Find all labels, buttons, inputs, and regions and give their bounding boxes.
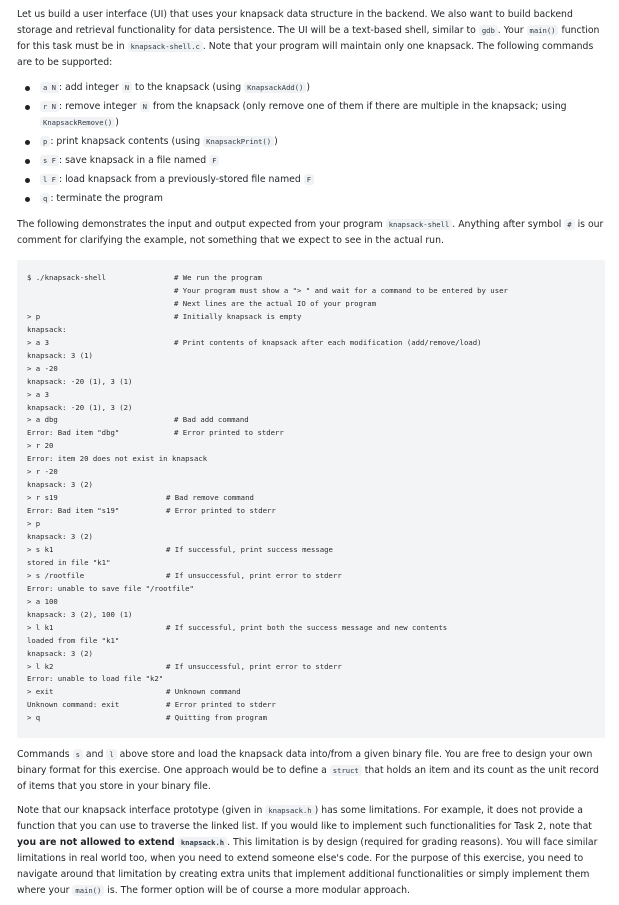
bold-warning	[17, 837, 227, 848]
limitations-paragraph	[17, 803, 607, 899]
code-line: knapsack: 3 (2)	[27, 648, 93, 658]
code-comment: # Initially knapsack is empty	[174, 311, 302, 321]
bullet-icon	[25, 178, 30, 183]
code-comment: # Bad add command	[174, 415, 249, 425]
code-line: loaded from file "k1"	[27, 635, 120, 645]
command-text: to the knapsack (using	[132, 82, 245, 93]
code-comment: # Next lines are the actual IO of your program	[174, 298, 377, 308]
code-line: > p	[27, 311, 41, 321]
code-line: knapsack: 3 (2)	[27, 532, 93, 541]
code-comment: # If unsuccessful, print error to stderr	[166, 570, 342, 580]
code-line: > a dbg	[27, 415, 58, 425]
code-line: > p	[27, 519, 41, 529]
command-text: from the knapsack (only remove one of them if there are multiple in the knapsack; using	[149, 101, 567, 112]
code-line: > l k1	[27, 622, 54, 632]
command-text: )	[274, 136, 278, 147]
command-arg-code: F	[209, 155, 219, 166]
code-comment: # Error printed to stderr	[166, 700, 276, 710]
inline-code-hash: #	[564, 219, 574, 230]
intro-text-3: function for this task must be in	[17, 25, 600, 52]
after2-text-4: is. The former option will be of course a more modular approach.	[104, 885, 410, 896]
inline-code-struct: struct	[330, 765, 362, 776]
after1-text-1: Commands	[17, 749, 73, 760]
code-comment: # Bad remove command	[166, 493, 254, 503]
code-comment: # If unsuccessful, print error to stderr	[166, 661, 342, 671]
code-comment: # Error printed to stderr	[166, 506, 276, 516]
command-code: q	[40, 193, 50, 204]
bullet-icon	[25, 159, 30, 164]
code-line: > s k1	[27, 544, 54, 554]
binary-format-paragraph	[17, 747, 607, 795]
command-text: )	[115, 117, 119, 128]
command-function-code: KnapsackAdd()	[244, 82, 306, 93]
command-arg-code: KnapsackPrint()	[203, 136, 274, 147]
command-arg-code: F	[304, 174, 314, 185]
command-list	[17, 80, 607, 210]
demo-text-3: is our comment for clarifying the example, not something that we expect to see in the actual run.	[17, 219, 604, 246]
code-line: Error: Bad item "s19"	[27, 506, 120, 516]
demo-text-2: . Anything after symbol	[452, 219, 565, 230]
code-comment: # If successful, print both the success message and new contents	[166, 622, 448, 632]
command-arg-code: N	[140, 101, 150, 112]
code-comment: # If successful, print success message	[166, 544, 333, 554]
code-line: Error: unable to save file "/rootfile"	[27, 583, 194, 593]
code-line: Error: item 20 does not exist in knapsack	[27, 454, 208, 464]
code-line: > r -20	[27, 467, 58, 477]
command-item	[17, 172, 607, 188]
code-line: > a -20	[27, 363, 58, 373]
code-line: knapsack: 3 (1)	[27, 350, 93, 360]
inline-code-s: s	[73, 749, 83, 760]
after2-text-3: . This limitation is by design (required for grading reasons). You will face similar limitations in real world too, when you need to extend someone else's code. For the purpose of this exercise, you need to navigate around that limitation by creating extra units that implement additional functionalities or simply implement them where your	[17, 837, 598, 896]
after2-text-1: Note that our knapsack interface prototype (given in	[17, 805, 266, 816]
command-text: : add integer	[58, 82, 122, 93]
code-line: > r s19	[27, 493, 58, 503]
intro-text-2: . Your	[497, 25, 527, 36]
code-line: knapsack:	[27, 324, 67, 334]
inline-code-knapsack-h-bold: knapsack.h	[178, 837, 227, 848]
command-code: r N	[40, 101, 59, 112]
demo-intro-paragraph	[17, 217, 607, 249]
bullet-icon	[25, 105, 30, 110]
code-line: $ ./knapsack-shell	[27, 273, 107, 282]
after1-text-2: and	[82, 749, 107, 760]
code-line: knapsack: -20 (1), 3 (1)	[27, 376, 133, 386]
bold-warning-text: you are not allowed to extend	[17, 837, 178, 848]
code-comment: # Unknown command	[166, 687, 241, 697]
code-comment: # Your program must show a "> " and wait for a command to be entered by user	[174, 285, 508, 295]
inline-code-main: main()	[527, 25, 559, 36]
command-item	[17, 191, 607, 207]
after2-text-2: ) has some limitations. For example, it does not provide a function that you can use to traverse the linked list. If you would like to implement such functionalities for Task 2, note that	[17, 805, 592, 832]
bullet-icon	[25, 86, 30, 91]
code-line: > a 3	[27, 337, 49, 347]
code-line: > a 100	[27, 596, 58, 606]
command-code: a N	[40, 82, 59, 93]
code-line: > l k2	[27, 661, 54, 671]
intro-text-1: Let us build a user interface (UI) that uses your knapsack data structure in the backend. We also want to build backend storage and retrieval functionality for data persistence. The UI will be a text-based shell, similar to	[17, 9, 573, 36]
code-comment: # Error printed to stderr	[174, 428, 284, 438]
command-item	[17, 99, 607, 131]
example-code-block	[17, 260, 605, 738]
command-item	[17, 153, 607, 169]
code-line: Error: Bad item "dbg"	[27, 428, 120, 438]
inline-code-gdb: gdb	[479, 25, 498, 36]
intro-paragraph	[17, 7, 607, 71]
inline-code-knapsack-shell: knapsack-shell	[386, 219, 453, 230]
after1-text-4: that holds an item and its count as the unit record of items that you store in your binary file.	[17, 765, 599, 792]
inline-code-l: l	[106, 749, 116, 760]
code-line: > exit	[27, 687, 54, 697]
code-line: knapsack: 3 (2), 100 (1)	[27, 609, 133, 619]
inline-code-knapsack-h: knapsack.h	[265, 805, 314, 816]
code-line: > q	[27, 713, 41, 723]
code-comment: # Quitting from program	[166, 713, 268, 723]
command-code: p	[40, 136, 50, 147]
command-function-code: KnapsackRemove()	[40, 117, 115, 128]
command-item	[17, 134, 607, 150]
after1-text-3: above store and load the knapsack data into/from a given binary file. You are free to design your own binary format for this exercise. One approach would be to define a	[17, 749, 593, 776]
code-line: > s /rootfile	[27, 570, 85, 580]
command-arg-code: N	[122, 82, 132, 93]
bullet-icon	[25, 140, 30, 145]
code-line: > r 20	[27, 441, 54, 451]
command-text: : terminate the program	[50, 193, 163, 204]
code-line: knapsack: -20 (1), 3 (2)	[27, 402, 133, 412]
command-item	[17, 80, 607, 96]
intro-text-4: . Note that your program will maintain only one knapsack. The following commands are to be supported:	[17, 41, 594, 68]
command-text: : load knapsack from a previously-stored file named	[58, 174, 304, 185]
code-line: Unknown command: exit	[27, 700, 120, 710]
code-comment: # Print contents of knapsack after each modification (add/remove/load)	[174, 337, 482, 347]
inline-code-main-2: main()	[72, 885, 104, 896]
command-text: )	[306, 82, 311, 93]
command-text: : print knapsack contents (using	[50, 136, 204, 147]
demo-text-1: The following demonstrates the input and output expected from your program	[17, 219, 386, 230]
code-line: Error: unable to load file "k2"	[27, 674, 164, 684]
code-line: stored in file "k1"	[27, 557, 111, 567]
code-line: > a 3	[27, 389, 49, 399]
inline-code-shell-file: knapsack-shell.c	[128, 41, 203, 52]
bullet-icon	[25, 197, 30, 202]
command-text: : remove integer	[58, 101, 140, 112]
command-code: s F	[40, 155, 59, 166]
code-line: knapsack: 3 (2)	[27, 480, 93, 490]
command-code: l F	[40, 174, 59, 185]
code-comment: # We run the program	[174, 273, 262, 282]
command-text: : save knapsack in a file named	[58, 155, 210, 166]
